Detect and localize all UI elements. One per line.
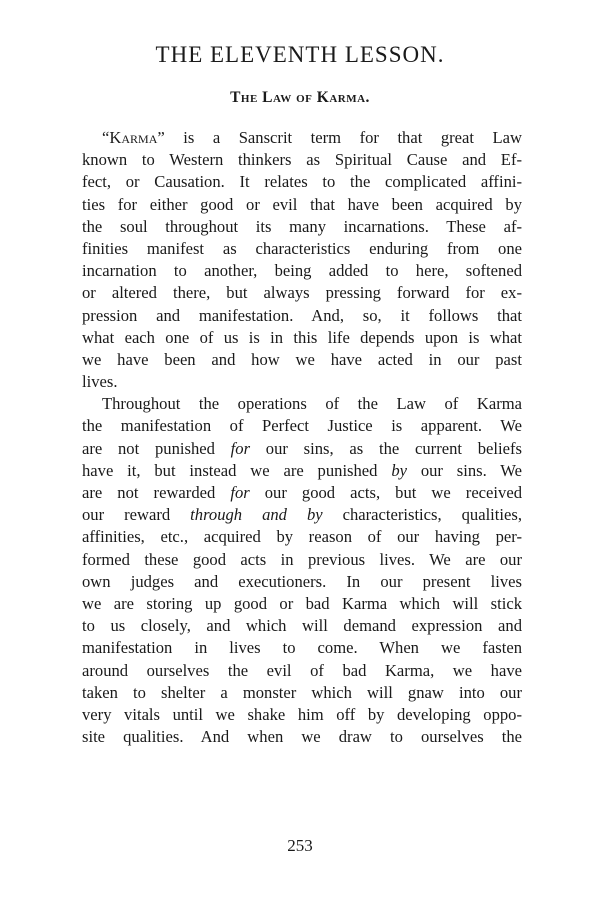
text-line: the manifestation of Perfect Justice is apparent. We (82, 416, 522, 436)
text-span: characteristics, qualities, (322, 505, 522, 525)
text-line (82, 438, 522, 460)
text-line: ties for either good or evil that have been acquired by (82, 194, 522, 214)
text-line (82, 504, 522, 526)
chapter-title: THE ELEVENTH LESSON. (155, 42, 445, 67)
text-line (82, 482, 522, 504)
text-line (82, 460, 522, 482)
text-line: around ourselves the evil of bad Karma, we have (82, 660, 522, 680)
quote-open: “ (102, 128, 110, 147)
text-line: we are storing up good or bad Karma which will stick (82, 593, 522, 613)
text-line: site qualities. And when we draw to ourselves the (82, 727, 522, 747)
text-line: lives. (82, 372, 118, 392)
text-span: ” is a Sanscrit term for that great Law (157, 128, 522, 147)
text-line: very vitals until we shake him off by developing oppo- (82, 704, 522, 724)
section-subtitle: The Law of Karma. (230, 89, 370, 106)
text-line: affinities, etc., acquired by reason of our having per- (82, 527, 522, 547)
text-span: our reward (82, 505, 191, 525)
karma-term: Karma (109, 128, 158, 147)
text-span: are not rewarded (82, 483, 231, 502)
text-line: to us closely, and which will demand expression and (82, 616, 522, 636)
text-line: formed these good acts in previous lives. We are our (82, 549, 522, 569)
text-line: the soul throughout its many incarnations. These af- (82, 216, 522, 236)
text-line: own judges and executioners. In our present lives (82, 571, 522, 591)
text-line: pression and manifestation. And, so, it follows that (82, 305, 522, 325)
text-line: known to Western thinkers as Spiritual Cause and Ef- (82, 150, 522, 170)
page-number: 253 (287, 836, 313, 855)
italic-emphasis: for (230, 438, 251, 458)
text-line: finities manifest as characteristics enduring from one (82, 238, 522, 258)
text-line: incarnation to another, being added to here, softened (82, 261, 522, 281)
text-span: have it, but instead we are punished (82, 460, 392, 480)
text-span: are not punished (82, 438, 231, 458)
text-line: Throughout the operations of the Law of Karma (102, 394, 522, 414)
text-line: manifestation in lives to come. When we fasten (82, 638, 522, 658)
text-line: taken to shelter a monster which will gnaw into our (82, 682, 522, 702)
text-line: what each one of us is in this life depends upon is what (82, 327, 522, 347)
text-span: our sins. We (406, 460, 522, 480)
text-line: we have been and how we have acted in our past (82, 349, 522, 369)
italic-emphasis: for (230, 483, 250, 502)
italic-emphasis: through and by (190, 505, 323, 525)
text-span: our sins, as the current beliefs (250, 438, 522, 458)
text-line (82, 127, 522, 149)
body-text (82, 127, 522, 748)
text-line: fect, or Causation. It relates to the complicated affini- (82, 172, 522, 192)
text-line: or altered there, but always pressing forward for ex- (82, 283, 522, 303)
italic-emphasis: by (391, 460, 407, 480)
text-span: our good acts, but we received (249, 483, 522, 502)
